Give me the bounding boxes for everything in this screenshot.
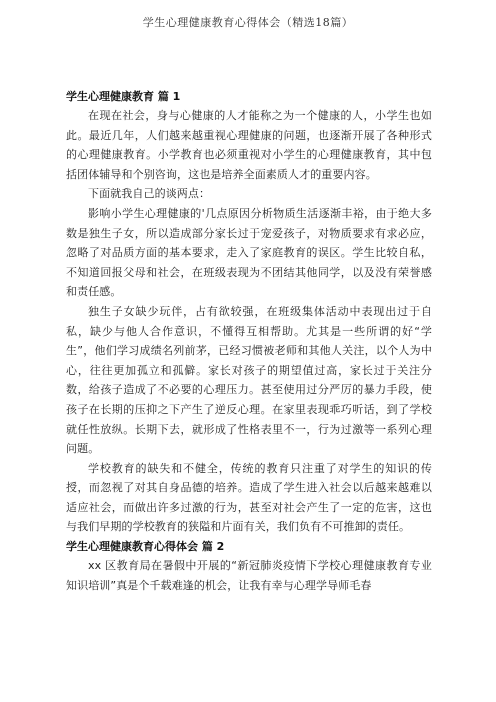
section-heading: 学生心理健康教育 篇 1 [66, 90, 181, 103]
paragraph: 独生子女缺少玩伴，占有欲较强，在班级集体活动中表现出过于自私，缺少与他人合作意识，不懂得互相帮助。尤其是一些所谓的好“学生”，他们学习成绩名列前茅，已经习惯被老师和其他人关注，以个人为中心，往往更加孤立和孤僻。家长对孩子的期望值过高，家长过于关注分数，给孩子造成了不必要的心理压力。甚至使用过分严厉的暴力手段，使孩子在长期的压抑之下产生了逆反心理。在家里表现乖巧听话，到了学校就任性放纵。长期下去，就形成了性格表里不一，行为过激等一系列心理问题。 [66, 304, 432, 456]
document-body [66, 87, 432, 595]
section-1 [66, 87, 432, 537]
section-2 [66, 537, 432, 595]
paragraph: 学校教育的缺失和不健全，传统的教育只注重了对学生的知识的传授，而忽视了对其自身品德的培养。造成了学生进入社会以后越来越难以适应社会，而做出许多过激的行为，甚至对社会产生了一定的危害，这也与我们早期的学校教育的狭隘和片面有关，我们负有不可推卸的责任。 [66, 461, 432, 534]
paragraph: xx 区教育局在暑假中开展的“新冠肺炎疫情下学校心理健康教育专业知识培训”真是个千载难逢的机会，让我有幸与心理学导师毛春 [66, 559, 432, 592]
paragraph: 在现在社会，身与心健康的人才能称之为一个健康的人，小学生也如此。最近几年，人们越来越重视心理健康的问题，也逐渐开展了各种形式的心理健康教育。小学教育也必须重视对小学生的心理健康教育，其中包括团体辅导和个别咨询，这也是培养全面素质人才的重要内容。 [66, 109, 432, 181]
section-heading: 学生心理健康教育心得体会 篇 2 [66, 540, 225, 554]
paragraph: 下面就我自己的谈两点： [88, 187, 211, 201]
document-title: 学生心理健康教育心得体会（精选18篇） [142, 16, 354, 29]
paragraph: 影响小学生心理健康的'几点原因分析物质生活逐渐丰裕，由于绝大多数是独生子女，所以造成部分家长过于宠爱孩子，对物质要求有求必应，忽略了对品质方面的基本要求，走入了家庭教育的误区。学生比较自私，不知道回报父母和社会，在班级表现为不团结其他同学，以及没有荣誉感和责任感。 [66, 206, 432, 299]
